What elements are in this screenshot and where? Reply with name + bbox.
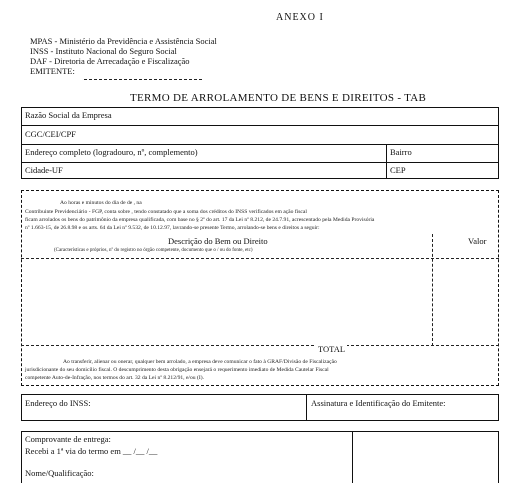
intro-line-3: ficam arrolados os bens do patrimônio da empresa qualificada, com base no § 2º do art. 17 da Lei nº 8.212, de 24.7.91, acrescentado pela Medida Provisória	[25, 217, 375, 223]
annex-title: ANEXO I	[276, 12, 324, 23]
endereco-label: Endereço completo (logradouro, nº, complemento)	[25, 147, 198, 157]
cidade-label: Cidade-UF	[25, 165, 63, 175]
assinatura-label: Assinatura e Identificação do Emitente:	[311, 398, 446, 408]
goods-table	[21, 190, 499, 386]
emitente-label: EMITENTE:	[30, 66, 75, 76]
intro-line-4: nº 1.663-15, de 26.8.98 e os arts. 64 da Lei nº 9.532, de 10.12.97, lavrando-se presente Termo, arrolando-se bens e direitos a seguir:	[25, 225, 320, 231]
total-label: TOTAL	[318, 344, 346, 354]
value-header: Valor	[468, 236, 487, 246]
recebi-label: Recebi a 1ª via do termo em __ /__ /__	[25, 446, 158, 456]
bairro-label: Bairro	[390, 147, 412, 157]
emitente-blank-line	[84, 79, 202, 80]
header-line-inss: INSS - Instituto Nacional do Seguro Social	[30, 46, 177, 56]
footer-line-1: Ao transferir, alienar ou onerar, qualquer bem arrolado, a empresa deve comunicar o fato à GRAF/Divisão de Fiscalização	[63, 359, 337, 365]
description-subheader: (Características e próprios, nº do registro no órgão competente, documento que o / ou do fonte, etc)	[54, 248, 253, 253]
razao-social-label: Razão Social da Empresa	[25, 110, 112, 120]
nome-qualificacao-label: Nome/Qualificação:	[25, 468, 94, 478]
footer-line-3: competente Auto-de-Infração, nos termos do art. 32 da Lei nº 8.212/91, e/ou (I).	[25, 375, 204, 381]
endereco-inss-label: Endereço do INSS:	[25, 398, 91, 408]
header-line-mpas: MPAS - Ministério da Previdência e Assistência Social	[30, 36, 217, 46]
intro-line-2: Contribuinte Previdenciário - FGP, conta sobre , tendo constatado que a soma dos créditos do INSS verificados em ação fiscal	[25, 209, 307, 215]
footer-line-2: jurisdicionante do seu domicílio fiscal. O descumprimento desta obrigação ensejará o requerimento imediato de Medida Cautelar Fiscal	[25, 367, 329, 373]
cep-label: CEP	[390, 165, 406, 175]
intro-line-1: Ao horas e minutos do dia de de , na	[60, 200, 142, 206]
cgc-label: CGC/CEI/CPF	[25, 129, 77, 139]
comprovante-label: Comprovante de entrega:	[25, 434, 111, 444]
form-title: TERMO DE ARROLAMENTO DE BENS E DIREITOS - TAB	[130, 92, 427, 104]
header-line-daf: DAF - Diretoria de Arrecadação e Fiscalização	[30, 56, 190, 66]
description-header: Descrição do Bem ou Direito	[168, 236, 268, 246]
